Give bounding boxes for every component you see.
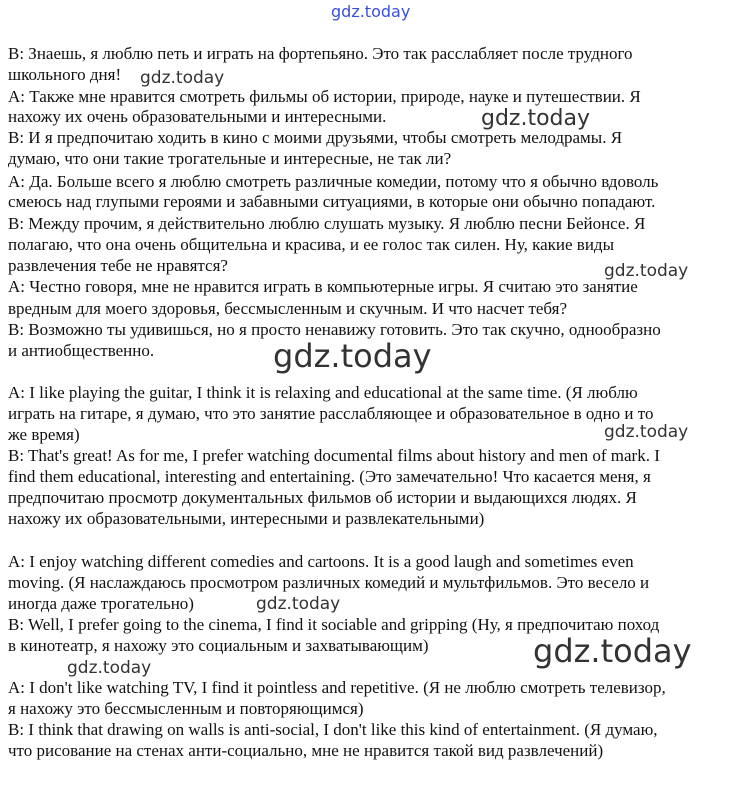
text-line: же время) [8,425,80,444]
text-line: B: Знаешь, я люблю петь и играть на фортепьяно. Это так расслабляет после трудного [8,44,633,63]
text-line: думаю, что они такие трогательные и интересные, не так ли? [8,149,452,168]
text-line: А: Честно говоря, мне не нравится играть в компьютерные игры. Я считаю это занятие [8,277,638,296]
watermark: gdz.today [481,106,591,131]
watermark: gdz.today [256,594,341,614]
text-line: вредным для моего здоровья, бессмысленным и скучным. И что насчет тебя? [8,299,568,318]
text-line: A: I like playing the guitar, I think it is relaxing and educational at the same time. (Я люблю [8,383,638,402]
text-line: полагаю, что она очень общительна и красива, и ее голос так силен. Ну, какие виды [8,235,615,254]
text-line: A: I enjoy watching different comedies and cartoons. It is a good laugh and sometimes even [8,552,634,571]
text-line: В: Между прочим, я действительно люблю слушать музыку. Я люблю песни Бейонсе. Я [8,214,646,233]
text-line: развлечения тебе не нравятся? [8,256,228,275]
text-line: в кинотеатр, я нахожу это социальным и захватывающим) [8,636,429,655]
watermark: gdz.today [604,422,689,442]
text-line: B: That's great! As for me, I prefer watching documental films about history and men of mark. I [8,446,660,465]
text-line: смеюсь над глупыми героями и забавными ситуациями, в которые они обычно попадают. [8,192,656,211]
watermark: gdz.today [604,261,689,281]
watermark: gdz.today [140,68,225,88]
text-line: A: I don't like watching TV, I find it pointless and repetitive. (Я не люблю смотреть телевизор, [8,678,666,697]
text-line: школьного дня! [8,65,122,84]
text-line: я нахожу это бессмысленным и повторяющимся) [8,699,364,718]
text-line: B: Well, I prefer going to the cinema, I find it sociable and gripping (Ну, я предпочитаю поход [8,615,660,634]
watermark: gdz.today [67,658,152,678]
text-line: предпочитаю просмотр документальных фильмов об истории и выдающихся людях. Я [8,488,637,507]
text-line: иногда даже трогательно) [8,594,194,613]
text-line: и антиобщественно. [8,341,155,360]
text-line: В: Возможно ты удивишься, но я просто ненавижу готовить. Это так скучно, однообразно [8,320,661,339]
text-line: moving. (Я наслаждаюсь просмотром различных комедий и мультфильмов. Это весело и [8,573,650,592]
text-line: B: I think that drawing on walls is anti-social, I don't like this kind of entertainment. (Я думаю, [8,720,658,739]
text-line: играть на гитаре, я думаю, что это занятие расслабляющее и образовательное в одно и то [8,404,654,423]
text-line: В: И я предпочитаю ходить в кино с моими друзьями, чтобы смотреть мелодрамы. Я [8,128,623,147]
watermark-top: gdz.today [331,2,411,21]
text-line: А: Также мне нравится смотреть фильмы об истории, природе, науке и путешествии. Я [8,87,641,106]
text-line: что рисование на стенах анти-социально, мне не нравится такой вид развлечений) [8,741,604,760]
text-line: нахожу их очень образовательными и интересными. [8,107,387,126]
watermark-large: gdz.today [273,337,432,375]
text-line: find them educational, interesting and entertaining. (Это замечательно! Что касается меня, я [8,467,651,486]
watermark-large: gdz.today [533,632,692,670]
text-line: нахожу их образовательными, интересными и развлекательными) [8,509,485,528]
text-line: А: Да. Больше всего я люблю смотреть различные комедии, потому что я обычно вдоволь [8,172,659,191]
